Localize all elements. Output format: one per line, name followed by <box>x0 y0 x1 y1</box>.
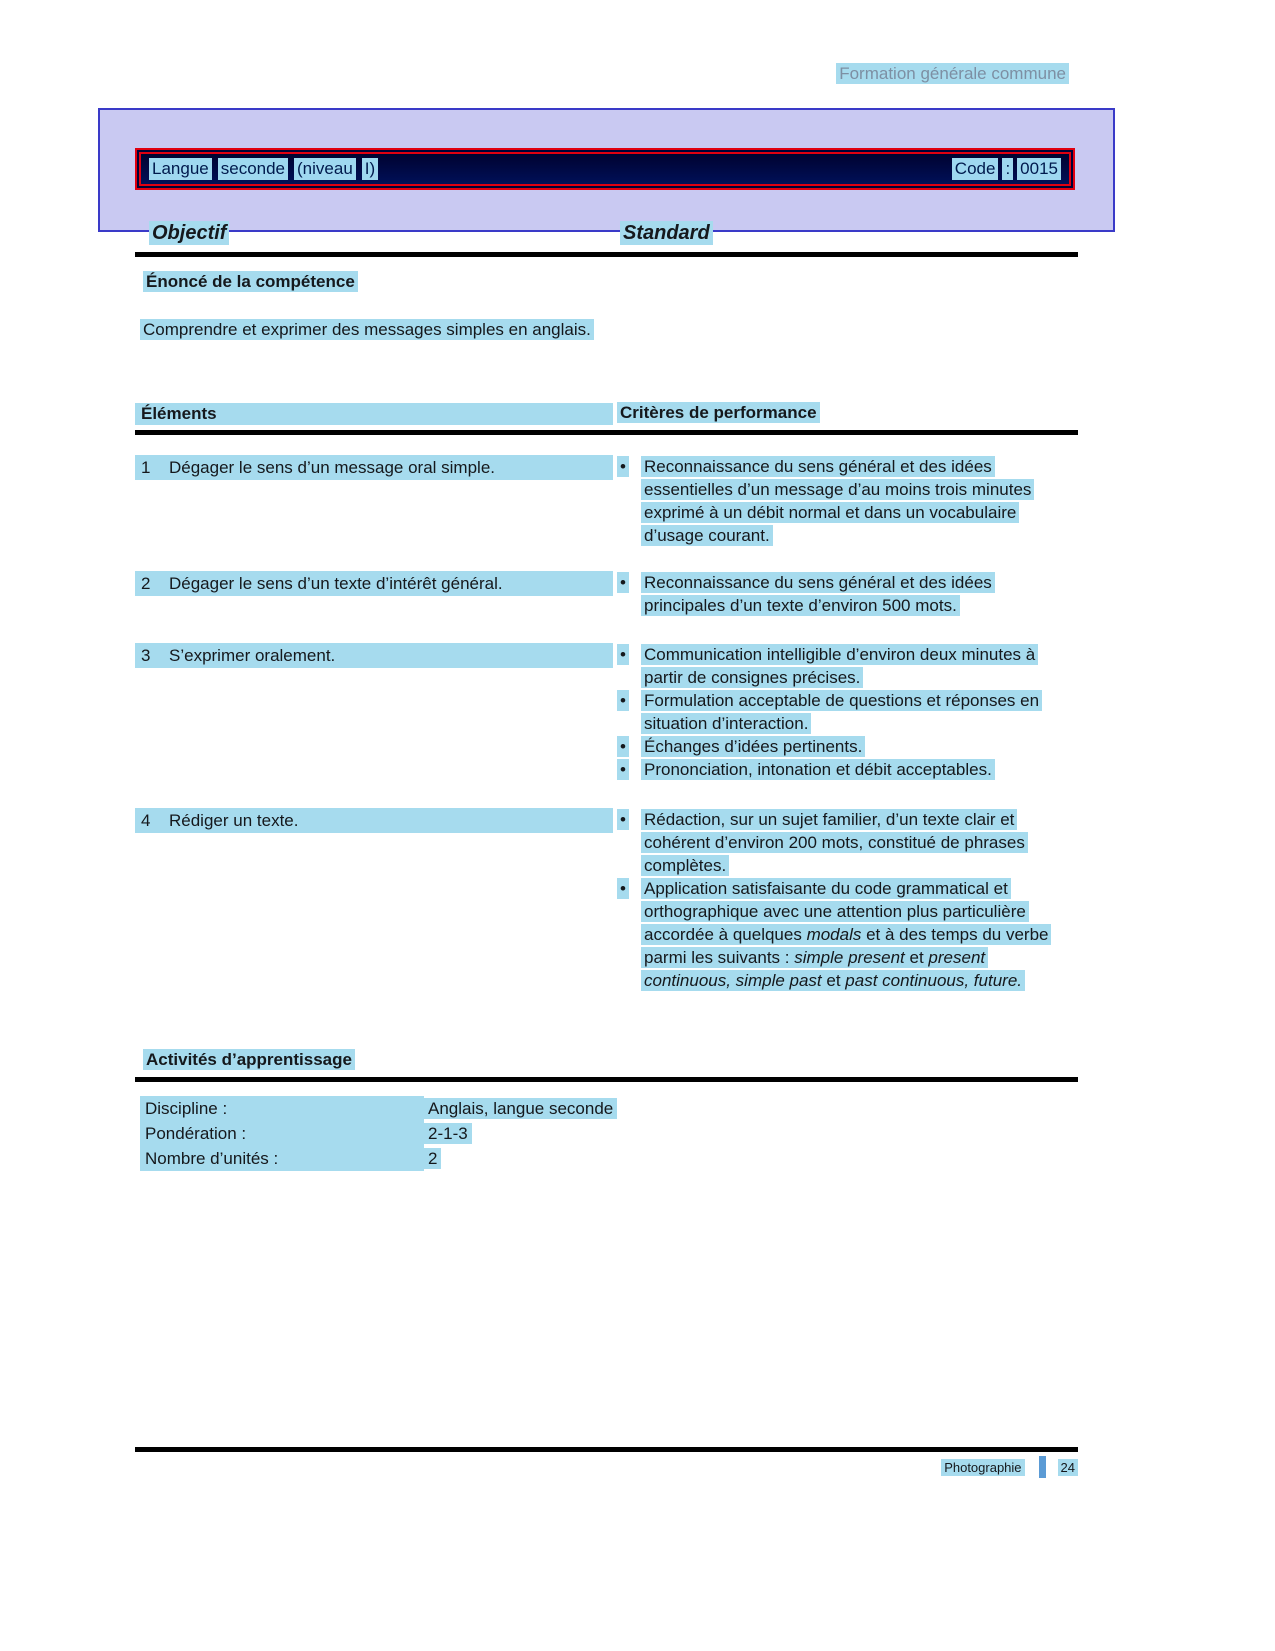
running-header <box>836 64 1069 84</box>
element-cell <box>135 643 613 668</box>
elements-criteria-table <box>135 455 1078 992</box>
element-text: 4 Rédiger un texte. <box>135 808 613 833</box>
table-row <box>135 571 1078 617</box>
criteria-cell <box>613 643 1078 781</box>
criteria-cell <box>613 808 1078 992</box>
field-value: Anglais, langue seconde <box>424 1098 617 1119</box>
table-row <box>135 808 1078 992</box>
field-label: Pondération : <box>140 1121 424 1146</box>
bullet-icon: • <box>617 758 641 781</box>
table-row <box>135 455 1078 547</box>
criterion-item <box>617 643 1078 689</box>
field-value: 2 <box>424 1148 441 1169</box>
course-code-bar-inner <box>139 152 1071 186</box>
bullet-icon: • <box>617 877 641 900</box>
criterion-text: Prononciation, intonation et débit acceptables. <box>641 758 1061 781</box>
page-number: 24 <box>1058 1459 1078 1476</box>
bullet-icon: • <box>617 643 641 666</box>
bullet-icon: • <box>617 455 641 478</box>
activities-heading: Activités d’apprentissage <box>143 1050 355 1070</box>
column-headers <box>135 222 1078 248</box>
criterion-item <box>617 571 1078 617</box>
divider-rule <box>135 430 1078 435</box>
bullet-icon: • <box>617 808 641 831</box>
element-cell <box>135 808 613 833</box>
column-header-objectif: Objectif <box>149 222 229 245</box>
footer-section-label: Photographie <box>941 1459 1024 1476</box>
criterion-item <box>617 877 1078 992</box>
bullet-icon: • <box>617 571 641 594</box>
element-text: 3 S’exprimer oralement. <box>135 643 613 668</box>
activities-fields <box>140 1096 617 1171</box>
element-text: 2 Dégager le sens d’un texte d’intérêt général. <box>135 571 613 596</box>
competence-body: Comprendre et exprimer des messages simples en anglais. <box>140 318 598 341</box>
divider-rule <box>135 252 1078 257</box>
element-cell <box>135 455 613 480</box>
criterion-text: Reconnaissance du sens général et des idées essentielles d’un message d’au moins trois minutes exprimé à un débit normal et dans un vocabulaire d’usage courant. <box>641 455 1061 547</box>
criterion-item <box>617 758 1078 781</box>
criteria-cell <box>613 455 1078 547</box>
criterion-item <box>617 735 1078 758</box>
criterion-text: Rédaction, sur un sujet familier, d’un texte clair et cohérent d’environ 200 mots, constitué de phrases complètes. <box>641 808 1061 877</box>
bullet-icon: • <box>617 689 641 712</box>
page-footer <box>135 1456 1078 1478</box>
criterion-item <box>617 455 1078 547</box>
field-ponderation <box>140 1121 617 1146</box>
field-label: Discipline : <box>140 1096 424 1121</box>
criterion-item <box>617 689 1078 735</box>
field-label: Nombre d’unités : <box>140 1146 424 1171</box>
element-text: 1 Dégager le sens d’un message oral simple. <box>135 455 613 480</box>
course-code-bar <box>135 148 1075 190</box>
field-value: 2-1-3 <box>424 1123 472 1144</box>
running-header-text: Formation générale commune <box>836 63 1069 84</box>
field-unites <box>140 1146 617 1171</box>
divider-rule <box>135 1077 1078 1082</box>
element-cell <box>135 571 613 596</box>
footer-separator-bar <box>1039 1456 1046 1478</box>
competence-heading: Énoncé de la compétence <box>143 272 358 292</box>
criterion-text: Formulation acceptable de questions et réponses en situation d’interaction. <box>641 689 1061 735</box>
course-banner <box>98 108 1115 232</box>
criteria-cell <box>613 571 1078 617</box>
criterion-text: Communication intelligible d’environ deux minutes à partir de consignes précises. <box>641 643 1061 689</box>
table-row <box>135 643 1078 781</box>
criterion-text: Échanges d’idées pertinents. <box>641 735 1061 758</box>
course-code: Code : 0015 <box>952 158 1061 180</box>
field-discipline <box>140 1096 617 1121</box>
footer-rule <box>135 1447 1078 1452</box>
bullet-icon: • <box>617 735 641 758</box>
criterion-text: Reconnaissance du sens général et des idées principales d’un texte d’environ 500 mots. <box>641 571 1061 617</box>
criterion-item <box>617 808 1078 877</box>
table-headers <box>135 403 1078 425</box>
course-title: Langue seconde (niveau I) <box>149 158 384 180</box>
table-header-elements: Éléments <box>135 403 613 425</box>
column-header-standard: Standard <box>620 222 713 245</box>
criterion-text: Application satisfaisante du code grammatical et orthographique avec une attention plus particulière accordée à quelques modals et à des temps du verbe parmi les suivants : simple present et present continuous, simple past et past continuous, future. <box>641 877 1061 992</box>
table-header-criteres: Critères de performance <box>617 403 820 425</box>
